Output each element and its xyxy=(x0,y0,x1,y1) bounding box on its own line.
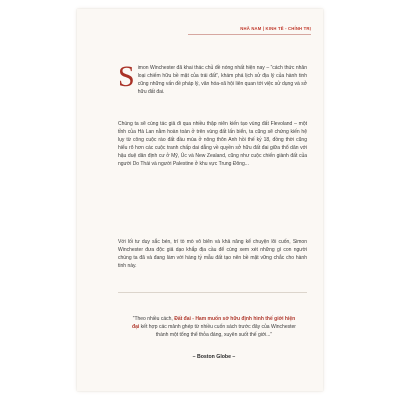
drop-cap: S xyxy=(118,60,135,93)
review-quote xyxy=(129,315,299,339)
section-divider xyxy=(118,292,307,293)
quote-book-title: Đất đai - Ham muốn sở hữu định hình thế giới hiện đại xyxy=(132,316,296,330)
quote-text-before: “Theo nhiều cách, xyxy=(132,316,175,322)
quote-source: – Boston Globe – xyxy=(192,354,236,360)
intro-paragraph-text: imon Winchester đã khai thác chủ đề nóng nhất hiện nay – “cách thức nhân loại chiếm hữu bề mặt của trái đất”, khám phá lịch sử địa lý của hành tinh cũng những vấn đề pháp lý, văn hóa-xã hội liên quan tới việc sử dụng và sở hữu đất đai. xyxy=(137,65,307,95)
book-back-cover xyxy=(77,9,323,391)
third-paragraph: Với lối tư duy sắc bén, trí tò mò vô biên và khả năng kể chuyện lôi cuốn, Simon Winchester đưa độc giả dạo khắp địa cầu để cùng xem xét những gì con người chúng ta đã và đang làm với hàng tỷ mẫu đất tạo nên bề mặt vững chắc cho hành tinh này. xyxy=(118,239,307,269)
publisher-label: NHÃ NAM | KINH TẾ - CHÍNH TRỊ xyxy=(240,26,311,31)
publisher-divider xyxy=(188,34,311,35)
quote-text-after: kết hợp các mảnh ghép từ nhiều cuốn sách trước đây của Winchester thành một tổng thể thỏa đáng, xuyên suốt thế giới...” xyxy=(139,324,296,338)
second-paragraph: Chúng ta sẽ cùng tác giả đi qua nhiều thập niên kiến tạo vùng đất Flevoland – một tỉnh của Hà Lan nằm hoàn toàn ở trên vùng đất lấn biển, ta cũng sẽ chứng kiến hệ lụy từ công cuộc rào đất đầu mùa ở nông thôn Anh hồi thế kỷ 18, đồng thời cũng hiểu rõ hơn các cuộc tranh chấp dai dẳng về quyền sở hữu đất đai giữa thổ dân với hậu duệ dân định cư ở Mỹ, Úc và New Zealand, cũng như cuộc chiến giành đất của người Do Thái và người Palestine ở khu vực Trung Đông... xyxy=(118,121,307,167)
intro-paragraph xyxy=(118,60,307,96)
